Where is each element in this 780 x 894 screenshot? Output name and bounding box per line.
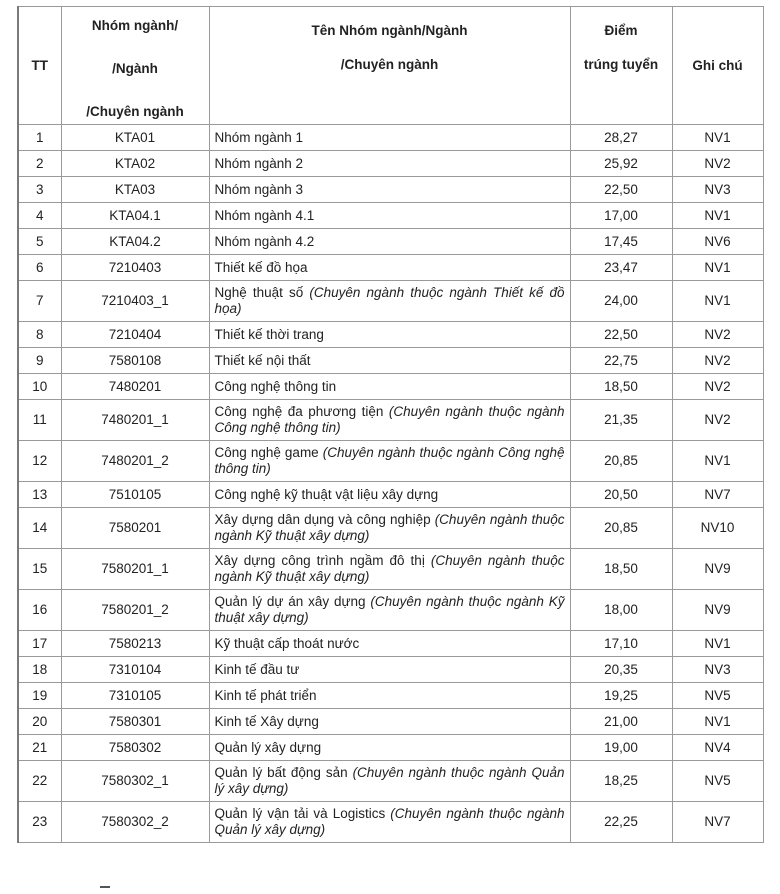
table-row	[18, 683, 763, 709]
program-name-text: Kỹ thuật cấp thoát nước	[214, 635, 360, 651]
header-score-line-2: trúng tuyển	[583, 57, 659, 72]
program-code: 7580108	[61, 348, 209, 374]
program-code: 7210404	[61, 322, 209, 348]
table-row	[18, 441, 763, 482]
program-code: KTA04.1	[61, 203, 209, 229]
preference-note: NV4	[672, 735, 763, 761]
preference-note: NV1	[672, 631, 763, 657]
header-name	[209, 7, 570, 125]
preference-note: NV1	[672, 709, 763, 735]
table-row	[18, 590, 763, 631]
header-score-line-1: Điểm	[604, 23, 638, 38]
program-name-text: Thiết kế đồ họa	[214, 259, 308, 275]
program-parent-note: (Chuyên ngành thuộc ngành Kỹ thuật xây dựng)	[214, 553, 565, 584]
admission-score: 18,50	[570, 549, 672, 590]
admission-score: 20,50	[570, 482, 672, 508]
program-code: 7510105	[61, 482, 209, 508]
row-number: 4	[18, 203, 61, 229]
row-number: 9	[18, 348, 61, 374]
program-name-text: Xây dựng dân dụng và công nghiệp	[214, 512, 435, 527]
program-code: 7580302_2	[61, 802, 209, 843]
preference-note: NV5	[672, 683, 763, 709]
program-code: 7580302_1	[61, 761, 209, 802]
program-name-text: Nhóm ngành 4.1	[214, 207, 315, 223]
preference-note: NV1	[672, 125, 763, 151]
preference-note: NV3	[672, 177, 763, 203]
program-name	[209, 683, 570, 709]
program-parent-note: (Chuyên ngành thuộc ngành Thiết kế đồ họa)	[214, 285, 565, 316]
row-number: 19	[18, 683, 61, 709]
header-note: Ghi chú	[672, 7, 763, 125]
table-row	[18, 374, 763, 400]
table-row	[18, 281, 763, 322]
header-code-line-3: /Chuyên ngành	[86, 103, 184, 119]
table-row	[18, 348, 763, 374]
row-number: 14	[18, 508, 61, 549]
program-name	[209, 590, 570, 631]
program-name	[209, 508, 570, 549]
admission-score: 22,75	[570, 348, 672, 374]
row-number: 16	[18, 590, 61, 631]
preference-note: NV1	[672, 281, 763, 322]
admission-score: 18,25	[570, 761, 672, 802]
preference-note: NV5	[672, 761, 763, 802]
admission-score: 22,50	[570, 177, 672, 203]
row-number: 18	[18, 657, 61, 683]
admission-score-table	[17, 6, 764, 843]
program-name	[209, 400, 570, 441]
admission-score: 20,35	[570, 657, 672, 683]
program-name	[209, 761, 570, 802]
program-name-text: Thiết kế nội thất	[214, 352, 311, 368]
row-number: 11	[18, 400, 61, 441]
program-code: 7210403	[61, 255, 209, 281]
admission-score: 20,85	[570, 508, 672, 549]
header-code-line-1: Nhóm ngành/	[91, 17, 179, 33]
program-parent-note: (Chuyên ngành thuộc ngành Công nghệ thông tin)	[214, 404, 565, 435]
admission-score: 17,10	[570, 631, 672, 657]
row-number: 7	[18, 281, 61, 322]
admission-score: 19,00	[570, 735, 672, 761]
row-number: 12	[18, 441, 61, 482]
program-code: 7480201	[61, 374, 209, 400]
row-number: 2	[18, 151, 61, 177]
table-row	[18, 761, 763, 802]
program-name-text: Nhóm ngành 2	[214, 155, 304, 171]
row-number: 5	[18, 229, 61, 255]
row-number: 10	[18, 374, 61, 400]
table-row	[18, 322, 763, 348]
program-name-text: Kinh tế phát triển	[214, 687, 317, 703]
header-name-line-2: /Chuyên ngành	[340, 57, 439, 72]
admission-score: 23,47	[570, 255, 672, 281]
admission-score: 19,25	[570, 683, 672, 709]
program-parent-note: (Chuyên ngành thuộc ngành Kỹ thuật xây dựng)	[214, 594, 565, 625]
admission-score: 18,50	[570, 374, 672, 400]
program-name-text: Quản lý bất động sản	[214, 765, 353, 780]
table-row	[18, 549, 763, 590]
program-name-text: Kinh tế Xây dựng	[214, 713, 319, 729]
header-code	[61, 7, 209, 125]
row-number: 8	[18, 322, 61, 348]
program-code: 7580201_1	[61, 549, 209, 590]
program-name	[209, 322, 570, 348]
program-name-text: Xây dựng công trình ngầm đô thị	[214, 553, 431, 568]
program-code: 7580201_2	[61, 590, 209, 631]
program-name	[209, 482, 570, 508]
preference-note: NV1	[672, 203, 763, 229]
admission-score: 17,45	[570, 229, 672, 255]
program-name-text: Công nghệ đa phương tiện	[214, 404, 389, 419]
table-row	[18, 125, 763, 151]
table-row	[18, 255, 763, 281]
header-score	[570, 7, 672, 125]
row-number: 3	[18, 177, 61, 203]
program-name-text: Nghệ thuật số	[214, 285, 310, 300]
preference-note: NV10	[672, 508, 763, 549]
row-number: 15	[18, 549, 61, 590]
preference-note: NV9	[672, 549, 763, 590]
row-number: 22	[18, 761, 61, 802]
table-row	[18, 482, 763, 508]
program-code: 7580301	[61, 709, 209, 735]
preference-note: NV3	[672, 657, 763, 683]
header-tt: TT	[18, 7, 61, 125]
table-row	[18, 151, 763, 177]
program-code: KTA03	[61, 177, 209, 203]
header-code-line-2: /Ngành	[112, 60, 158, 76]
preference-note: NV2	[672, 151, 763, 177]
program-code: 7310104	[61, 657, 209, 683]
program-code: 7480201_2	[61, 441, 209, 482]
row-number: 6	[18, 255, 61, 281]
row-number: 1	[18, 125, 61, 151]
program-name-text: Quản lý xây dựng	[214, 739, 322, 755]
program-name	[209, 709, 570, 735]
program-name	[209, 441, 570, 482]
row-number: 13	[18, 482, 61, 508]
table-row	[18, 735, 763, 761]
program-name	[209, 125, 570, 151]
program-name-text: Công nghệ thông tin	[214, 378, 337, 394]
preference-note: NV7	[672, 802, 763, 843]
preference-note: NV2	[672, 400, 763, 441]
table-row	[18, 203, 763, 229]
program-code: KTA04.2	[61, 229, 209, 255]
program-name	[209, 229, 570, 255]
table-row	[18, 631, 763, 657]
table-row	[18, 657, 763, 683]
program-name	[209, 151, 570, 177]
program-code: 7210403_1	[61, 281, 209, 322]
row-number: 17	[18, 631, 61, 657]
program-parent-note: (Chuyên ngành thuộc ngành Kỹ thuật xây dựng)	[214, 512, 565, 543]
admission-score: 22,25	[570, 802, 672, 843]
program-name	[209, 348, 570, 374]
table-row	[18, 802, 763, 843]
admission-score: 28,27	[570, 125, 672, 151]
preference-note: NV2	[672, 374, 763, 400]
table-row	[18, 177, 763, 203]
table-row	[18, 229, 763, 255]
program-code: 7580302	[61, 735, 209, 761]
program-name-text: Công nghệ game	[214, 445, 323, 460]
table-row	[18, 709, 763, 735]
row-number: 21	[18, 735, 61, 761]
program-name	[209, 255, 570, 281]
table-header-row	[18, 7, 763, 125]
program-name	[209, 374, 570, 400]
cropped-text-fragment	[100, 886, 110, 891]
program-name-text: Quản lý vận tải và Logistics	[214, 806, 391, 821]
preference-note: NV6	[672, 229, 763, 255]
admission-score: 20,85	[570, 441, 672, 482]
program-name	[209, 802, 570, 843]
program-code: KTA01	[61, 125, 209, 151]
program-name	[209, 203, 570, 229]
preference-note: NV1	[672, 255, 763, 281]
program-name-text: Công nghệ kỹ thuật vật liệu xây dựng	[214, 486, 439, 502]
program-code: 7310105	[61, 683, 209, 709]
preference-note: NV1	[672, 441, 763, 482]
program-code: 7580201	[61, 508, 209, 549]
program-code: 7480201_1	[61, 400, 209, 441]
admission-score: 21,00	[570, 709, 672, 735]
program-parent-note: (Chuyên ngành thuộc ngành Quản lý xây dựng)	[214, 765, 565, 796]
program-name-text: Nhóm ngành 3	[214, 181, 304, 197]
preference-note: NV7	[672, 482, 763, 508]
program-name-text: Thiết kế thời trang	[214, 326, 324, 342]
preference-note: NV9	[672, 590, 763, 631]
program-parent-note: (Chuyên ngành thuộc ngành Quản lý xây dựng)	[214, 806, 565, 837]
row-number: 20	[18, 709, 61, 735]
admission-score: 25,92	[570, 151, 672, 177]
preference-note: NV2	[672, 348, 763, 374]
admission-score: 24,00	[570, 281, 672, 322]
table-row	[18, 508, 763, 549]
program-parent-note: (Chuyên ngành thuộc ngành Công nghệ thông tin)	[214, 445, 565, 476]
table-row	[18, 400, 763, 441]
admission-score: 21,35	[570, 400, 672, 441]
program-code: KTA02	[61, 151, 209, 177]
program-name-text: Quản lý dự án xây dựng	[214, 594, 371, 609]
program-name	[209, 735, 570, 761]
program-name	[209, 281, 570, 322]
admission-score: 17,00	[570, 203, 672, 229]
program-name	[209, 631, 570, 657]
program-name-text: Nhóm ngành 4.2	[214, 233, 315, 249]
program-name-text: Kinh tế đầu tư	[214, 661, 300, 677]
header-name-line-1: Tên Nhóm ngành/Ngành	[311, 23, 468, 38]
program-name-text: Nhóm ngành 1	[214, 129, 304, 145]
row-number: 23	[18, 802, 61, 843]
admission-score: 22,50	[570, 322, 672, 348]
program-name	[209, 549, 570, 590]
table-body	[18, 125, 763, 843]
program-name	[209, 657, 570, 683]
program-name	[209, 177, 570, 203]
admission-score: 18,00	[570, 590, 672, 631]
program-code: 7580213	[61, 631, 209, 657]
preference-note: NV2	[672, 322, 763, 348]
